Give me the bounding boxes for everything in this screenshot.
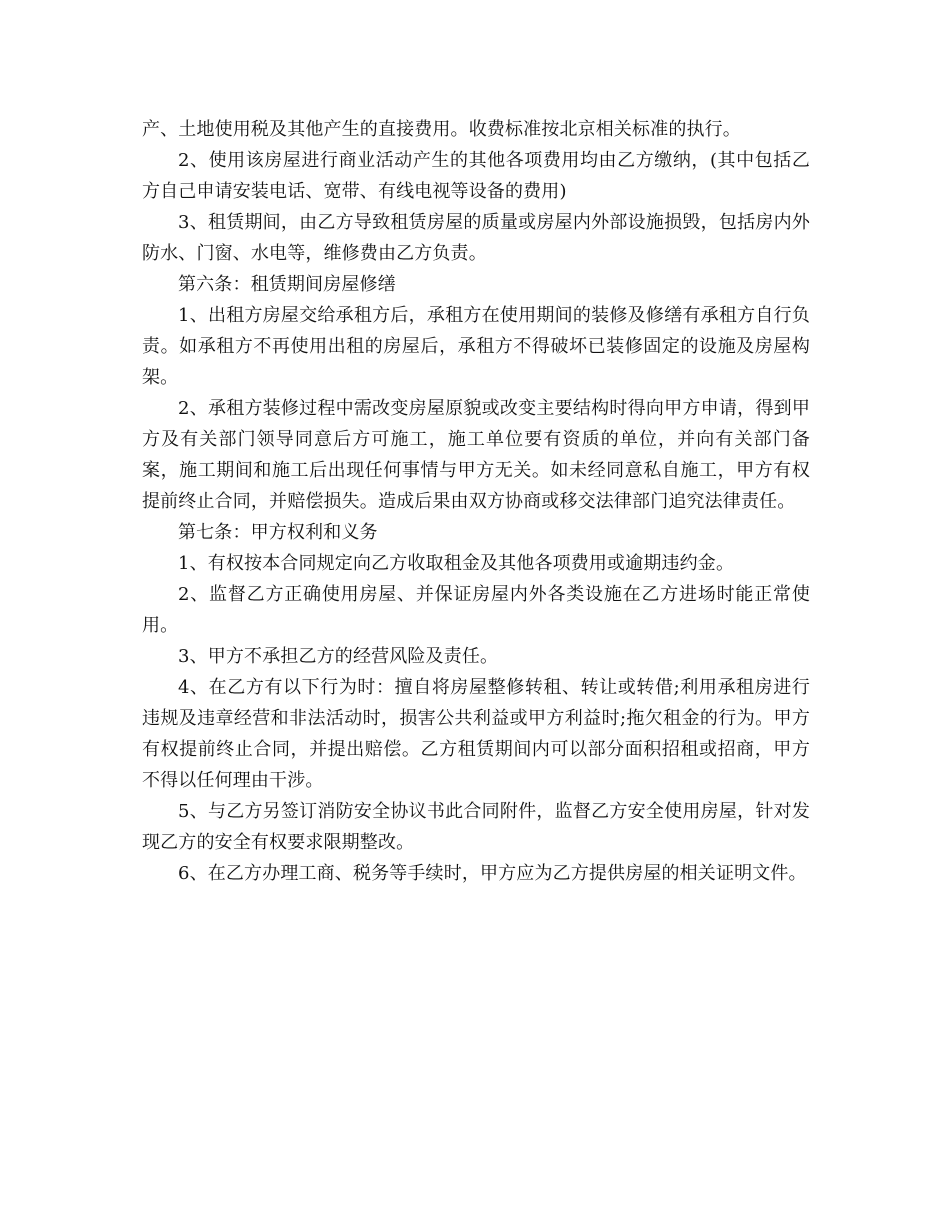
paragraph-clause-7-6: 6、在乙方办理工商、税务等手续时，甲方应为乙方提供房屋的相关证明文件。 [178,863,807,884]
paragraph-clause-6-2: 2、承租方装修过程中需改变房屋原貌或改变主要结构时得向甲方申请，得到甲方及有关部门领导同意后方可施工，施工单位要有资质的单位，并向有关部门备案，施工期间和施工后出现任何事情与甲方无关。如未经同意私自施工，甲方有权提前终止合同，并赔偿损失。造成后果由双方协商或移交法律部门追究法律责任。 [142,398,810,512]
paragraph-clause-7-5: 5、与乙方另签订消防安全协议书此合同附件，监督乙方安全使用房屋，针对发现乙方的安全有权要求限期整改。 [142,801,810,853]
paragraph-clause-5-2: 2、使用该房屋进行商业活动产生的其他各项费用均由乙方缴纳，(其中包括乙方自己申请安装电话、宽带、有线电视等设备的费用) [142,150,810,202]
paragraph-clause-7-1: 1、有权按本合同规定向乙方收取租金及其他各项费用或逾期违约金。 [178,553,735,574]
paragraph-clause-7-2: 2、监督乙方正确使用房屋、并保证房屋内外各类设施在乙方进场时能正常使用。 [142,584,810,636]
paragraph-clause-7-4: 4、在乙方有以下行为时：擅自将房屋整修转租、转让或转借;利用承租房进行违规及违章经营和非法活动时，损害公共利益或甲方利益时;拖欠租金的行为。甲方有权提前终止合同，并提出赔偿。乙方租赁期间内可以部分面积招租或招商，甲方不得以任何理由干涉。 [142,677,810,791]
paragraph-continuation: 产、土地使用税及其他产生的直接费用。收费标准按北京相关标准的执行。 [142,119,741,140]
document-body [142,114,810,889]
paragraph-clause-7-3: 3、甲方不承担乙方的经营风险及责任。 [178,646,499,667]
article-heading-7: 第七条：甲方权利和义务 [178,522,378,543]
paragraph-clause-6-1: 1、出租方房屋交给承租方后，承租方在使用期间的装修及修缮有承租方自行负责。如承租方不再使用出租的房屋后，承租方不得破坏已装修固定的设施及房屋构架。 [142,305,810,388]
paragraph-clause-5-3: 3、租赁期间，由乙方导致租赁房屋的质量或房屋内外部设施损毁，包括房内外防水、门窗、水电等，维修费由乙方负责。 [142,212,810,264]
article-heading-6: 第六条：租赁期间房屋修缮 [178,274,396,295]
